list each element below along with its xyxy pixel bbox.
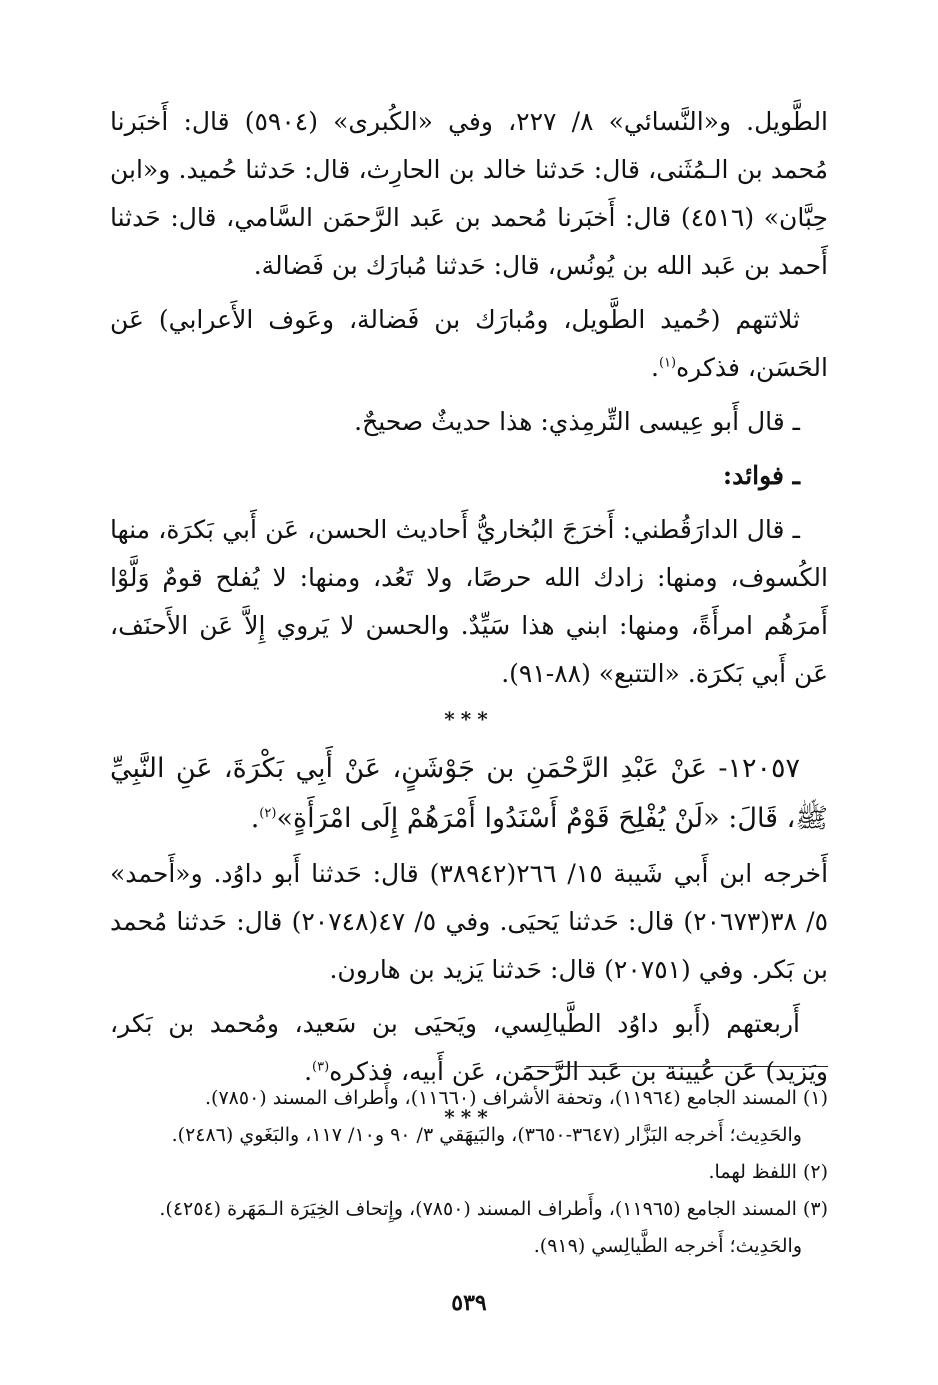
footnote-2: (٢) اللفظ لهما.: [708, 1161, 828, 1183]
footnote-ref-1[interactable]: (١): [658, 355, 677, 371]
page-number: ٥٣٩: [451, 1290, 487, 1316]
footnote-3-cont: والحَدِيث؛ أَخرجه الطَّيالِسي (٩١٩).: [533, 1235, 802, 1257]
paragraph-daraqutni: ـ قال الدارَقُطني: أَخرَجَ البُخاريُّ أَحاديث الحسن، عَن أَبي بَكرَة، منها الكُسوف، ومنها: زادك الله حرصًا، ولا تَعُد، ومنها: لا يُفلح قومٌ وَلَّوْا أَمرَهُم امرأَةً، ومنها: ابني هذا سَيِّدٌ. والحسن لا يَروي إِلاَّ عَن الأَحنَف، عَن أَبي بَكرَة. «التتبع» (٨٨-٩١).: [110, 515, 828, 688]
hadith-12057: ١٢٠٥٧- عَنْ عَبْدِ الرَّحْمَنِ بن جَوْشَنٍ، عَنْ أَبِي بَكْرَةَ، عَنِ النَّبِيِّ ﷺ، قَالَ: «لَنْ يُفْلِحَ قَوْمٌ أَسْنَدُوا أَمْرَهُمْ إِلَى امْرَأَةٍ»$^{(٢)}$.: [110, 753, 828, 834]
paragraph-akhrajahu: أَخرجه ابن أَبي شَيبة ١٥/ ٢٦٦(٣٨٩٤٢) قال: حَدثنا أَبو داوُد. و«أَحمد» ٥/ ٣٨(٢٠٦٧٣) قال: حَدثنا يَحيَى. وفي ٥/ ٤٧(٢٠٧٤٨) قال: حَدثنا مُحمد بن بَكر. وفي (٢٠٧٥١) قال: حَدثنا يَزيد بن هارون.: [110, 859, 829, 984]
footnotes: [110, 1080, 828, 1265]
hadith-text: ١٢٠٥٧- عَنْ عَبْدِ الرَّحْمَنِ بن جَوْشَنٍ، عَنْ أَبِي بَكْرَةَ، عَنِ النَّبِيِّ ﷺ، قَالَ: «لَنْ يُفْلِحَ قَوْمٌ أَسْنَدُوا أَمْرَهُمْ إِلَى امْرَأَةٍ»: [110, 753, 828, 834]
separator-stars: ***: [444, 1105, 494, 1129]
paragraph-text: أَربعتهم (أَبو داوُد الطَّيالِسي، ويَحيَى بن سَعيد، ومُحمد بن بَكر، ويَزيد) عَن عُيينة بن عَبد الرَّحمَن، عَن أَبيه، فذكره: [110, 1009, 828, 1086]
footnote-1: (١) المسند الجامع (١١٩٦٤)، وتحفة الأشراف (١١٦٦٠)، وأَطراف المسند (٧٨٥٠).: [205, 1087, 828, 1109]
footnote-ref-3[interactable]: (٣): [312, 1059, 330, 1075]
main-text: [110, 98, 828, 1142]
footnote-1-cont: والحَدِيث؛ أَخرجه البَزَّار (٣٦٤٧-٣٦٥٠)، والبَيهَقي ٣/ ٩٠ و١٠/ ١١٧، والبَغَوي (٢٤٨٦).: [171, 1124, 802, 1146]
paragraph-thalathatuhum: ثلاثتهم (حُميد الطَّويل، ومُبارَك بن فَضالة، وعَوف الأَعرابي) عَن الحَسَن، فذكره$^{(١)}$.: [110, 305, 828, 382]
footnote-ref-2[interactable]: (٢): [259, 806, 277, 821]
heading-fawaid: ـ فوائد:: [722, 461, 800, 490]
paragraph-tirmidhi: ـ قال أَبو عِيسى التِّرمِذي: هذا حديثٌ صحيحٌ.: [354, 407, 800, 436]
separator-stars: ***: [444, 707, 494, 731]
paragraph-arbaatuhum: أَربعتهم (أَبو داوُد الطَّيالِسي، ويَحيَى بن سَعيد، ومُحمد بن بَكر، ويَزيد) عَن عُيينة بن عَبد الرَّحمَن، عَن أَبيه، فذكره$^{(٣)}$.: [110, 1009, 828, 1086]
footnote-3: (٣) المسند الجامع (١١٩٦٥)، وأَطراف المسند (٧٨٥٠)، وإِتحاف الخِيَرَة الـمَهَرة (٤٢٥٤).: [159, 1198, 828, 1220]
footnote-rule: [526, 1066, 828, 1067]
paragraph-takhrij-cont: الطَّويل. و«النَّسائي» ٨/ ٢٢٧، وفي «الكُبرى» (٥٩٠٤) قال: أَخبَرنا مُحمد بن الـمُثَنى، قال: حَدثنا خالد بن الحارِث، قال: حَدثنا حُميد. و«ابن حِبَّان» (٤٥١٦) قال: أَخبَرنا مُحمد بن عَبد الرَّحمَن السَّامي، قال: حَدثنا أَحمد بن عَبد الله بن يُونُس، قال: حَدثنا مُبارَك بن فَضالة.: [110, 107, 829, 280]
paragraph-text: ثلاثتهم (حُميد الطَّويل، ومُبارَك بن فَضالة، وعَوف الأَعرابي) عَن الحَسَن، فذكره: [110, 305, 828, 382]
